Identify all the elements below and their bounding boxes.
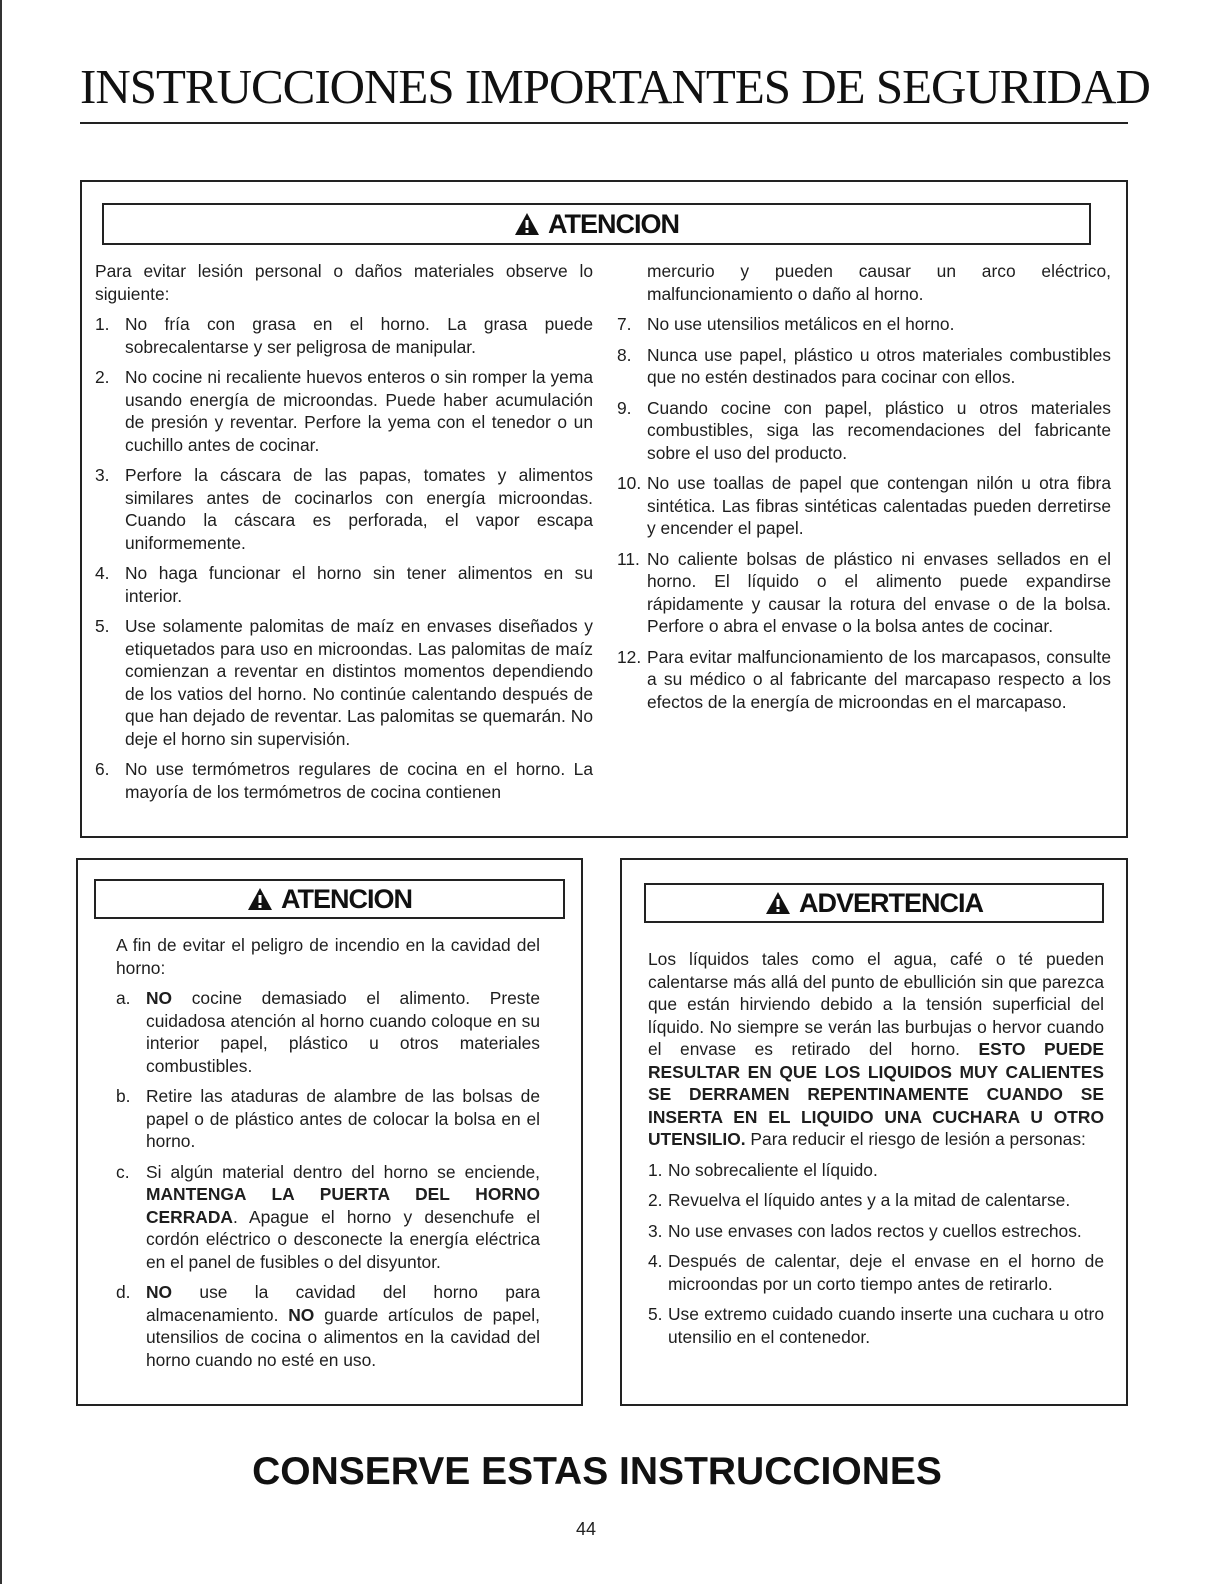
list-item: 10. No use toallas de papel que contengan nilón u otra fibra sintética. Las fibras sintéticas calentadas pueden derretirse y encender el papel. (617, 473, 1111, 538)
list-item: 1. No sobrecaliente el líquido. (648, 1159, 878, 1180)
warning-triangle-icon (514, 212, 540, 236)
advertencia-intro: Los líquidos tales como el agua, café o té pueden calentarse más allá del punto de ebullición sin que parezca que están hirviendo debido a la tensión superficial del líquido. No siempre se verán las burbujas o hervor cuando el envase es retirado del horno. ESTO PUEDE RESULTAR EN QUE LOS LIQUIDOS MUY CALIENTES SE DERRAMEN REPENTINAMENTE CUANDO SE INSERTA EN EL LIQUIDO UNA CUCHARA U OTRO UTENSILIO. Para reducir el riesgo de lesión a personas: (648, 949, 1104, 1149)
advertencia-list (648, 1159, 1104, 1349)
main-right-column (617, 260, 1111, 721)
list-item: 11. No caliente bolsas de plástico ni envases sellados en el horno. El líquido o el alimento puede expandirse rápidamente y causar la rotura del envase o de la bolsa. Perfore o abra el envase o la bolsa antes de cocinar. (617, 548, 1111, 636)
list-item: d. NO use la cavidad del horno para almacenamiento. NO guarde artículos de papel, utensilios de cocina o alimentos en la cavidad del horno cuando no esté en uso. (116, 1282, 541, 1370)
main-list-right (617, 313, 1111, 713)
page-number: 44 (575, 1519, 597, 1539)
list-item: 8. Nunca use papel, plástico u otros materiales combustibles que no estén destinados para cocinar con ellos. (617, 344, 1111, 387)
atencion-banner-main (102, 203, 1091, 245)
list-item: 5. Use solamente palomitas de maíz en envases diseñados y etiquetados para uso en microondas. Las palomitas de maíz comienzan a reventar en distintos momentos dependiendo de los vatios del horno. No continúe calentando después de que han dejado de reventar. Las palomitas se quemarán. No deje el horno sin supervisión. (95, 616, 593, 749)
atencion-banner-fire (94, 879, 565, 919)
list-item: 12. Para evitar malfuncionamiento de los marcapasos, consulte a su médico o al fabricante del marcapaso respecto a los efectos de la energía de microondas en el marcapaso. (617, 646, 1111, 712)
fire-intro: A fin de evitar el peligro de incendio en la cavidad del horno: (116, 935, 540, 978)
list-item: 1. No fría con grasa en el horno. La grasa puede sobrecalentarse y ser peligrosa de manipular. (95, 314, 593, 357)
banner-heading: ATENCION (281, 883, 412, 914)
list-item: b. Retire las ataduras de alambre de las bolsas de papel o de plástico antes de colocar la bolsa en el horno. (116, 1086, 540, 1151)
continuation-text: mercurio y pueden causar un arco eléctrico, malfuncionamiento o daño al horno. (647, 261, 1111, 304)
main-left-column (95, 260, 593, 811)
warning-triangle-icon (247, 887, 273, 911)
list-item: 6. No use termómetros regulares de cocina en el horno. La mayoría de los termómetros de cocina contienen (95, 759, 593, 802)
list-item: 2. No cocine ni recaliente huevos enteros o sin romper la yema usando energía de microondas. Puede haber acumulación de presión y reventar. Perfore la yema con el tenedor o un cuchillo antes de cocinar. (95, 367, 593, 455)
advertencia-column (648, 948, 1104, 1356)
advertencia-banner (644, 883, 1104, 923)
fire-column (116, 934, 540, 1379)
list-item: a. NO cocine demasiado el alimento. Preste cuidadosa atención al horno cuando coloque en su interior papel, plástico u otros materiales combustibles. (116, 988, 540, 1076)
list-item: 2. Revuelva el líquido antes y a la mitad de calentarse. (648, 1190, 1071, 1210)
banner-heading: ADVERTENCIA (798, 887, 983, 918)
list-item: c. Si algún material dentro del horno se enciende, MANTENGA LA PUERTA DEL HORNO CERRADA. Apague el horno y desenchufe el cordón eléctrico o desconecte la energía eléctrica en el panel de fusibles o del disyuntor. (116, 1161, 540, 1272)
list-item: 4. No haga funcionar el horno sin tener alimentos en su interior. (95, 563, 593, 606)
title-rule (80, 122, 1128, 124)
page-title: INSTRUCCIONES IMPORTANTES DE SEGURIDAD (80, 59, 1150, 114)
list-item: 3. No use envases con lados rectos y cuellos estrechos. (648, 1220, 1082, 1241)
warning-triangle-icon (765, 891, 791, 915)
main-list-left (95, 313, 593, 803)
list-item: 4. Después de calentar, deje el envase en el horno de microondas por un corto tiempo antes de retirarlo. (648, 1251, 1104, 1294)
main-intro: Para evitar lesión personal o daños materiales observe lo siguiente: (95, 261, 593, 304)
list-item: 7. No use utensilios metálicos en el horno. (617, 314, 955, 334)
banner-heading: ATENCION (548, 208, 679, 239)
list-item: 9. Cuando cocine con papel, plástico u otros materiales combustibles, siga las recomendaciones del fabricante sobre el uso del producto. (617, 397, 1111, 463)
fire-list (116, 987, 540, 1371)
footer-title: CONSERVE ESTAS INSTRUCCIONES (252, 1450, 942, 1493)
page-edge (0, 0, 2, 1584)
list-item: 3. Perfore la cáscara de las papas, tomates y alimentos similares antes de cocinarlos con energía microondas. Cuando la cáscara es perforada, el vapor escapa uniformemente. (95, 465, 593, 553)
list-item: 5. Use extremo cuidado cuando inserte una cuchara u otro utensilio en el contenedor. (648, 1304, 1104, 1347)
